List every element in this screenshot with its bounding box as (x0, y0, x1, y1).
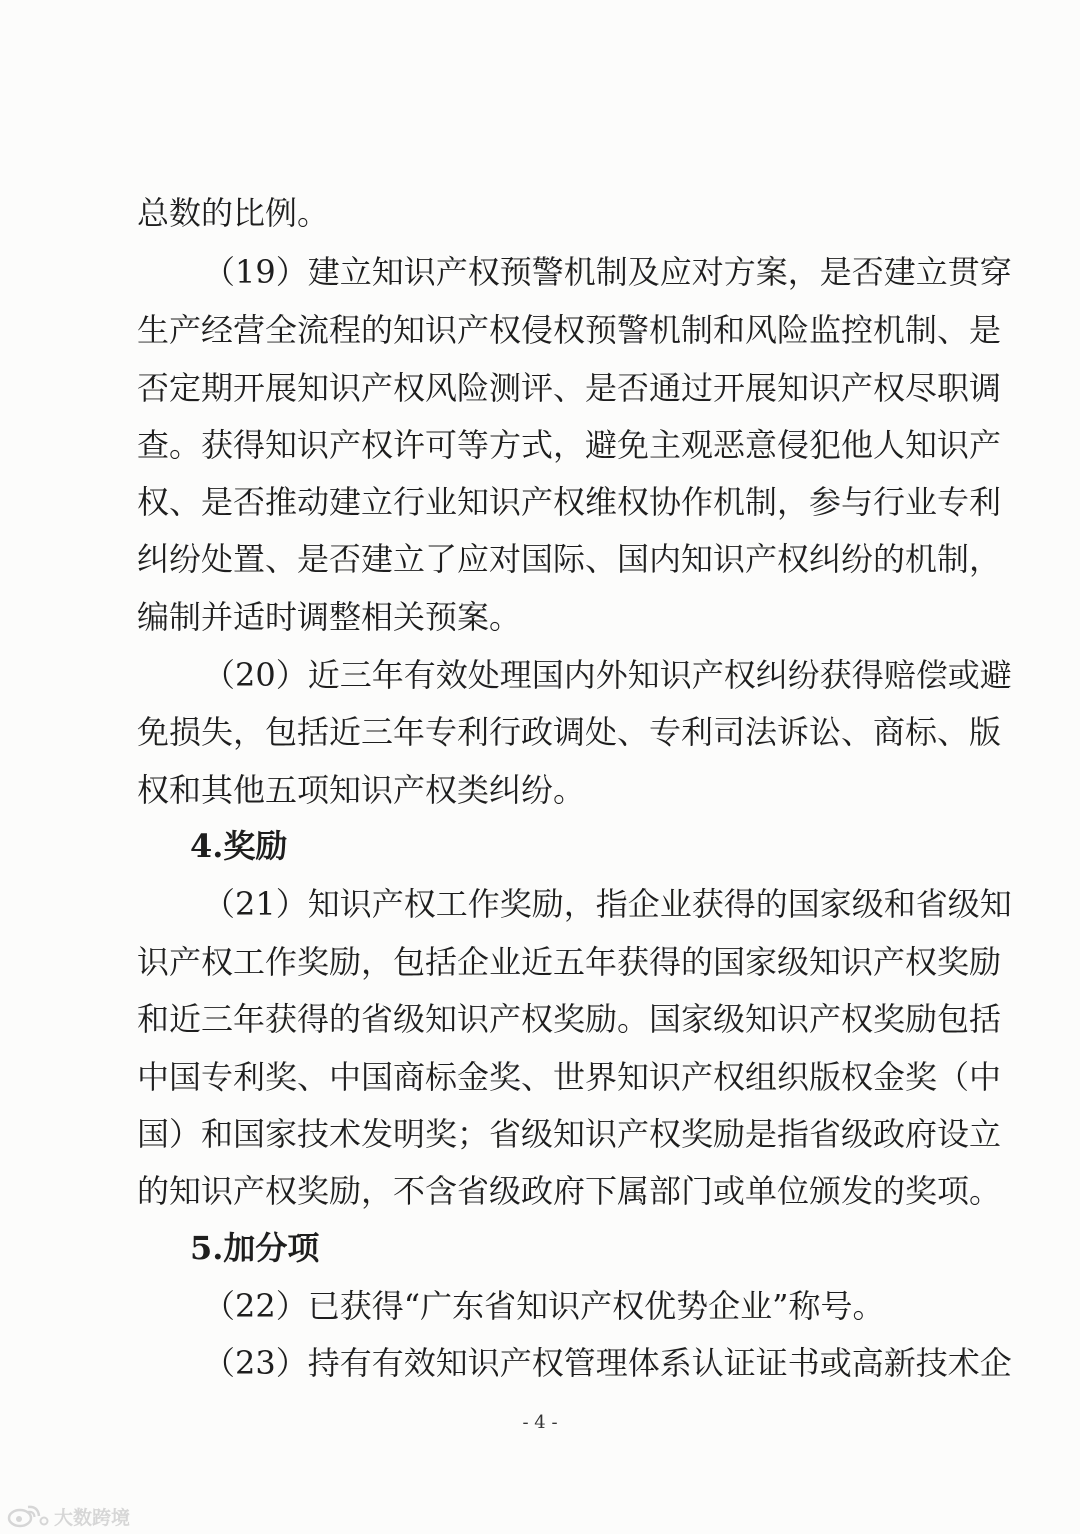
watermark (6, 1503, 130, 1529)
paragraph-line: 纠纷处置、是否建立了应对国际、国内知识产权纠纷的机制， (137, 540, 1002, 578)
paragraph-line: 权和其他五项知识产权类纠纷。 (137, 771, 586, 809)
paragraph-line: 免损失，包括近三年专利行政调处、专利司法诉讼、商标、版 (137, 713, 1002, 751)
paragraph-line: 总数的比例。 (137, 194, 330, 232)
paragraph-line: 查。获得知识产权许可等方式，避免主观恶意侵犯他人知识产 (137, 426, 1002, 464)
paragraph-line: （21）知识产权工作奖励，指企业获得的国家级和省级知 (203, 885, 1012, 923)
paragraph-line: （23）持有有效知识产权管理体系认证证书或高新技术企 (203, 1344, 1012, 1382)
section-heading: 5.加分项 (190, 1229, 320, 1267)
paragraph-line: （22）已获得“广东省知识产权优势企业”称号。 (203, 1287, 885, 1325)
weibo-logo-icon (6, 1503, 50, 1529)
watermark-text: 大数跨境 (54, 1506, 131, 1529)
paragraph-line: 否定期开展知识产权风险测评、是否通过开展知识产权尽职调 (137, 369, 1002, 407)
paragraph-line: 国）和国家技术发明奖；省级知识产权奖励是指省级政府设立 (137, 1115, 1002, 1153)
section-heading: 4.奖励 (190, 827, 288, 865)
paragraph-line: 识产权工作奖励，包括企业近五年获得的国家级知识产权奖励 (137, 943, 1002, 981)
paragraph-line: 中国专利奖、中国商标金奖、世界知识产权组织版权金奖（中 (137, 1058, 1002, 1096)
paragraph-line: 和近三年获得的省级知识产权奖励。国家级知识产权奖励包括 (137, 1000, 1002, 1038)
paragraph-line: （20）近三年有效处理国内外知识产权纠纷获得赔偿或避 (203, 656, 1012, 694)
paragraph-line: 生产经营全流程的知识产权侵权预警机制和风险监控机制、是 (137, 311, 1002, 349)
paragraph-line: 编制并适时调整相关预案。 (137, 598, 522, 636)
paragraph-line: 权、是否推动建立行业知识产权维权协作机制，参与行业专利 (137, 483, 1002, 521)
paragraph-line: （19）建立知识产权预警机制及应对方案，是否建立贯穿 (203, 253, 1012, 291)
page-number: - 4 - (522, 1412, 558, 1433)
paragraph-line: 的知识产权奖励，不含省级政府下属部门或单位颁发的奖项。 (137, 1172, 1002, 1210)
